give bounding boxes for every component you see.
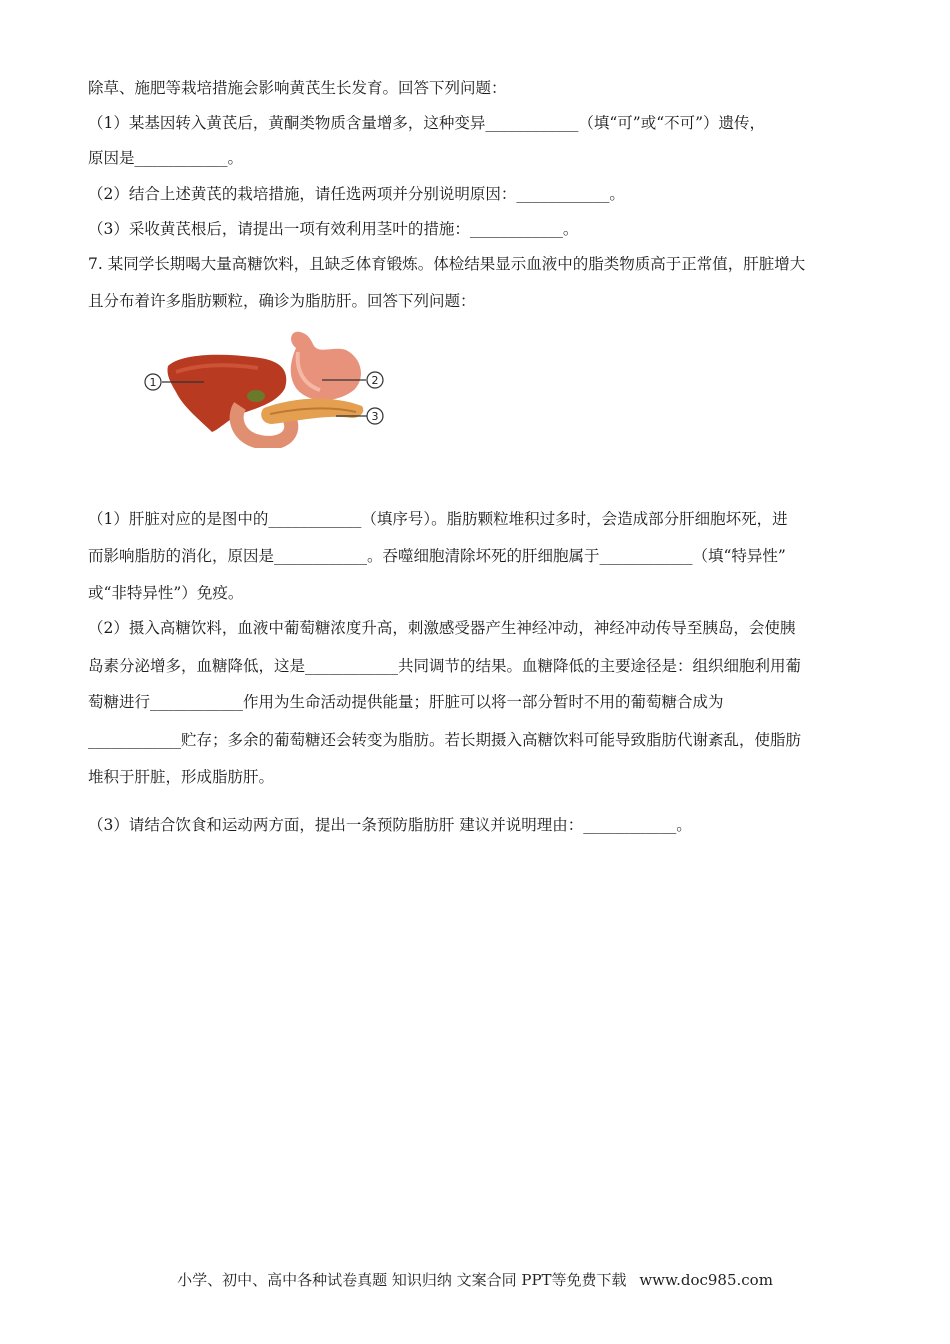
text-line: （1）肝脏对应的是图中的____________（填序号）。脂肪颗粒堆积过多时，会造成部分肝细胞坏死，进	[88, 510, 788, 528]
text-line: 或“非特异性”）免疫。	[88, 584, 244, 602]
text-line: （1）某基因转入黄芪后，黄酮类物质含量增多，这种变异____________（填“可”或“不可”）遗传，	[88, 114, 766, 132]
question-7-stem: 7. 某同学长期喝大量高糖饮料，且缺乏体育锻炼。体检结果显示血液中的脂类物质高于正常值，肝脏增大	[88, 255, 806, 273]
page-footer	[0, 1270, 950, 1290]
label-1: 1	[149, 376, 157, 389]
footer-url[interactable]: www.doc985.com	[639, 1271, 773, 1289]
label-2: 2	[371, 374, 379, 387]
text-line: 岛素分泌增多，血糖降低，这是____________共同调节的结果。血糖降低的主要途径是：组织细胞利用葡	[88, 657, 802, 675]
text-line: 且分布着许多脂肪颗粒，确诊为脂肪肝。回答下列问题：	[88, 292, 476, 310]
text-line: （2）摄入高糖饮料，血液中葡萄糖浓度升高，刺激感受器产生神经冲动，神经冲动传导至胰岛，会使胰	[88, 619, 796, 637]
footer-text: 小学、初中、高中各种试卷真题 知识归纳 文案合同 PPT等免费下载	[177, 1271, 627, 1289]
text-line: （2）结合上述黄芪的栽培措施，请任选两项并分别说明原因：____________。	[88, 185, 625, 203]
text-line: （3）采收黄芪根后，请提出一项有效利用茎叶的措施：____________。	[88, 220, 579, 238]
liver-stomach-pancreas-figure	[140, 328, 390, 448]
text-line: 萄糖进行____________作用为生命活动提供能量；肝脏可以将一部分暂时不用的葡萄糖合成为	[88, 693, 724, 711]
text-line: 堆积于肝脏，形成脂肪肝。	[88, 768, 275, 786]
text-line: 原因是____________。	[88, 149, 244, 167]
stomach-shape	[291, 332, 361, 400]
text-line: 而影响脂肪的消化，原因是____________。吞噬细胞清除坏死的肝细胞属于____________（填“特异性”	[88, 547, 786, 565]
label-3: 3	[371, 410, 379, 423]
text-line: ____________贮存；多余的葡萄糖还会转变为脂肪。若长期摄入高糖饮料可能导致脂肪代谢紊乱，使脂肪	[88, 731, 802, 749]
text-line: 除草、施肥等栽培措施会影响黄芪生长发育。回答下列问题：	[88, 79, 507, 97]
text-line: （3）请结合饮食和运动两方面，提出一条预防脂肪肝 建议并说明理由：____________。	[88, 816, 692, 834]
gallbladder-shape	[247, 390, 265, 402]
